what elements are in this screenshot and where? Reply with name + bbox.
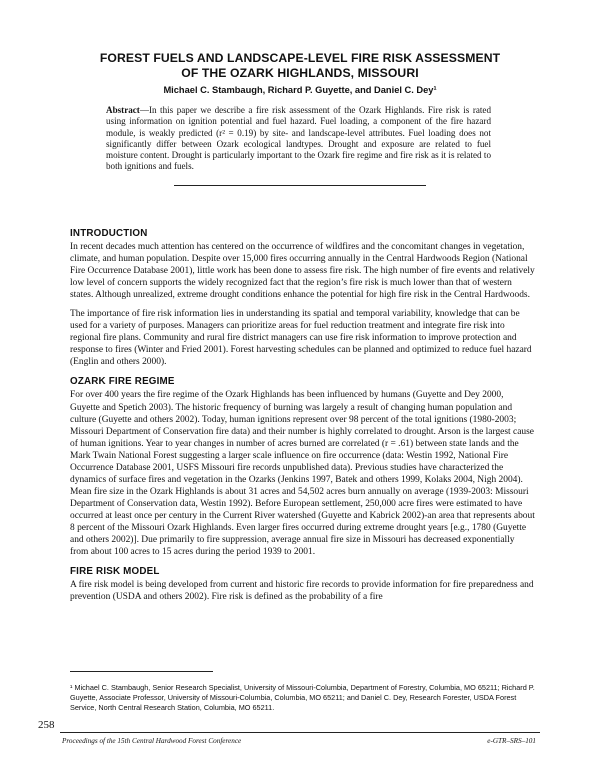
abstract-text: —In this paper we describe a fire risk assessment of the Ozark Highlands. Fire risk is rated using information on ignition potential and fuel hazard. Fuel loading, a component of the fire hazard module, is weakly predicted (r² = 0.19) by site- and landscape-level attributes. Fuel loading does not significantly differ between Ozark ecological landtypes. Drought and exposure are related to fuel moisture content. Drought is particularly important to the Ozark fire regime and fire risk as it is related to both ignitions and fuels. xyxy=(106,105,491,172)
footer-proceedings: Proceedings of the 15th Central Hardwood Forest Conference xyxy=(62,737,242,745)
section-heading-ozark-fire-regime: OZARK FIRE REGIME xyxy=(70,376,175,388)
abstract-divider xyxy=(174,185,426,186)
title-line-2: OF THE OZARK HIGHLANDS, MISSOURI xyxy=(181,66,419,80)
abstract xyxy=(106,105,491,173)
abstract-label: Abstract xyxy=(106,105,140,115)
section-heading-introduction: INTRODUCTION xyxy=(70,228,148,239)
footer-divider xyxy=(60,732,540,733)
author-line: Michael C. Stambaugh, Richard P. Guyette, and Daniel C. Dey¹ xyxy=(163,85,437,95)
section-heading-fire-risk-model: FIRE RISK MODEL xyxy=(70,566,160,578)
paper-title xyxy=(60,51,540,81)
footnote: ¹ Michael C. Stambaugh, Senior Research Specialist, University of Missouri-Columbia, Department of Forestry, Columbia, MO 65211; Richard P. Guyette, Associate Professor, University of Missouri-Columbia, Columbia, MO 65211; and Daniel C. Dey, Research Forester, USDA Forest Service, North Central Research Station, Columbia, MO 65211. xyxy=(70,683,535,712)
body-text xyxy=(70,200,535,610)
fire-regime-paragraph: For over 400 years the fire regime of the Ozark Highlands has been influenced by humans (Guyette and Dey 2000, Guyette and Spetich 2003). The historic frequency of burning was largely a result of changing human population and culture (Guyette and others 2002). Today, human ignitions represent over 98 percent of the total ignitions (1980-2003; Missouri Department of Conservation fire data) and their number is highly correlated to drought. Arson is the largest cause of human ignitions. Year to year changes in number of acres burned are correlated (r = .61) between state lands and the Mark Twain National Forest suggesting a larger scale influence on fire occurrence (data: Westin 1992, National Fire Occurrence Database 2001, USFS Missouri fire records unpublished data). Previous studies have characterized the dynamics of surface fires and vegetation in the Ozarks (Jenkins 1997, Batek and others 1999, Kolaks 2004, Nigh 2004). Mean fire size in the Ozark Highlands is about 31 acres and 54,502 acres burn annually on average (1939-2003: Missouri Department of Conservation data, Westin 1992). Before European settlement, 250,000 acre fires were estimated to have occurred at least once per century in the Current River watershed (Guyette and Kabrick 2002)-an area that represents about 8 percent of the Missouri Ozark Highlands. Even larger fires occurred during extreme drought years [e.g., 1780 (Guyette and others 2002)]. Due primarily to fire suppression, average annual fire size in Missouri has decreased exponentially from about 100 acres to 15 acres during the period 1939 to 2001. xyxy=(70,390,535,558)
intro-paragraph-1: In recent decades much attention has centered on the occurrence of wildfires and the concomitant changes in vegetation, climate, and human population. Despite over 15,000 fires occurring annually in the Central Hardwoods Region (National Fire Occurrence Database 2001), little work has been done to assess fire risk. The high number of fire events and relatively low level of concern supports the widely recognized fact that the region’s fire risk is much lower than that of western states. Although unrealized, extreme drought conditions enhance the potential for high fire risk in the Central Hardwoods. xyxy=(70,242,535,301)
footnote-divider xyxy=(70,671,213,672)
title-line-1: FOREST FUELS AND LANDSCAPE-LEVEL FIRE RISK ASSESSMENT xyxy=(99,51,501,65)
page-number: 258 xyxy=(38,719,55,731)
fire-risk-paragraph: A fire risk model is being developed from current and historic fire records to provide information for fire preparedness and prevention (USDA and others 2002). Fire risk is defined as the probability of a fire xyxy=(70,580,534,603)
footer-report-id: e-GTR–SRS–101 xyxy=(487,737,536,745)
intro-paragraph-2: The importance of fire risk information lies in understanding its spatial and temporal variability, knowledge that can be used for a variety of purposes. Managers can prioritize areas for fuel reduction treatment and integrate fire risk into regional fire plans. Community and rural fire district managers can use fire risk information to improve protection and response to fires (Winter and Fried 2001). Forest harvesting schedules can be planned and optimized to reduce fuel hazard (Englin and others 2000). xyxy=(70,309,532,368)
